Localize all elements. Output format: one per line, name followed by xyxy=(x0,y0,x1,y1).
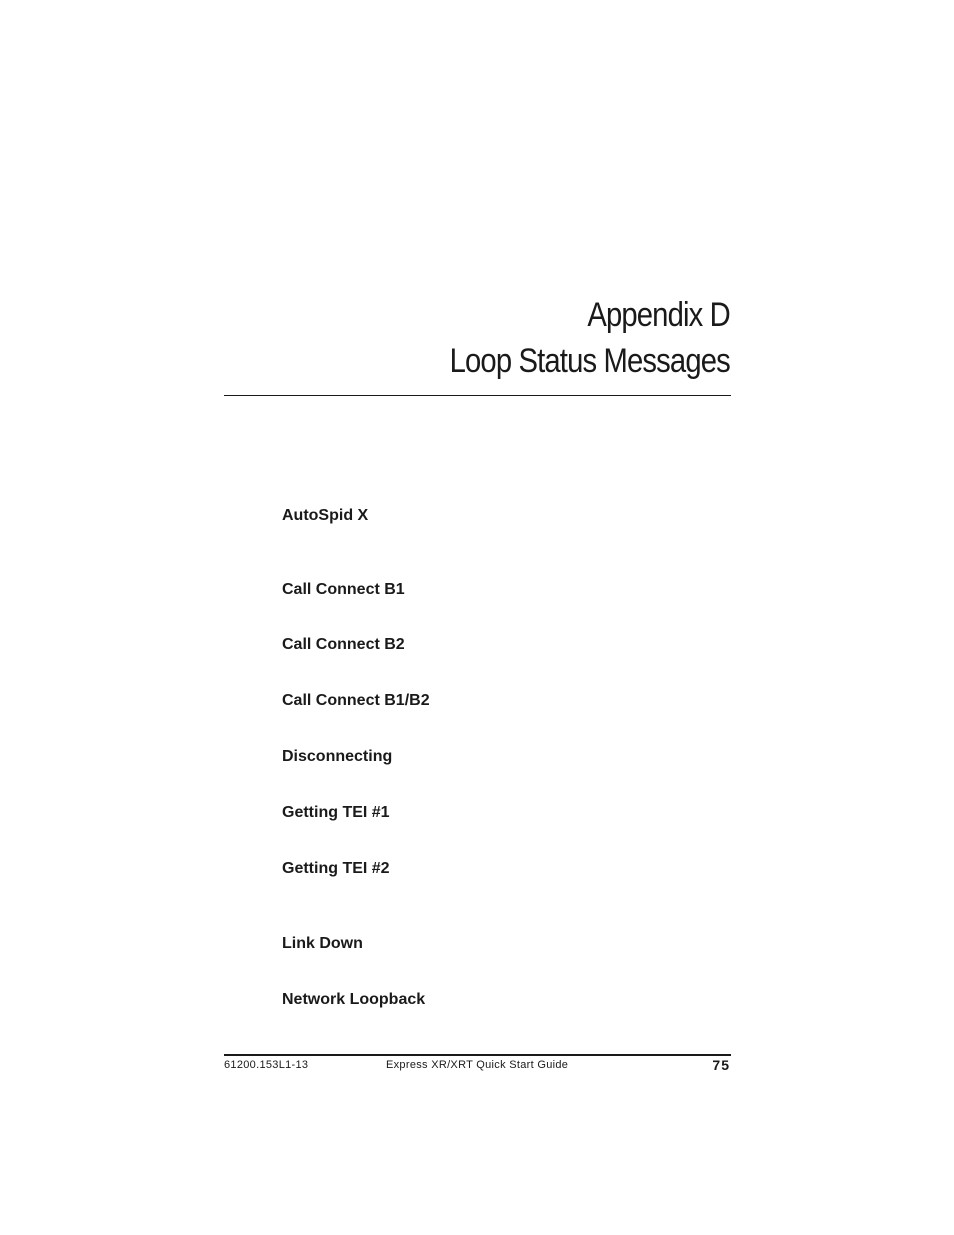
message-heading-getting-tei-2: Getting TEI #2 xyxy=(282,860,390,877)
message-heading-call-connect-b1: Call Connect B1 xyxy=(282,581,405,598)
message-heading-disconnecting: Disconnecting xyxy=(282,748,393,765)
footer-divider xyxy=(224,1054,731,1056)
footer-page-number: 75 xyxy=(712,1057,730,1073)
message-heading-autospid: AutoSpid X xyxy=(282,507,369,524)
footer-doc-number: 61200.153L1-13 xyxy=(224,1059,309,1071)
footer-guide-title: Express XR/XRT Quick Start Guide xyxy=(386,1059,569,1071)
chapter-title-line-1: Appendix D xyxy=(587,296,730,334)
message-heading-call-connect-b2: Call Connect B2 xyxy=(282,636,405,653)
message-heading-getting-tei-1: Getting TEI #1 xyxy=(282,804,390,821)
message-heading-network-loopback: Network Loopback xyxy=(282,991,426,1008)
chapter-title-block xyxy=(404,292,730,384)
title-divider xyxy=(224,395,731,396)
message-heading-call-connect-b1-b2: Call Connect B1/B2 xyxy=(282,692,430,709)
chapter-title-line-2: Loop Status Messages xyxy=(449,342,730,380)
message-heading-link-down: Link Down xyxy=(282,935,363,952)
